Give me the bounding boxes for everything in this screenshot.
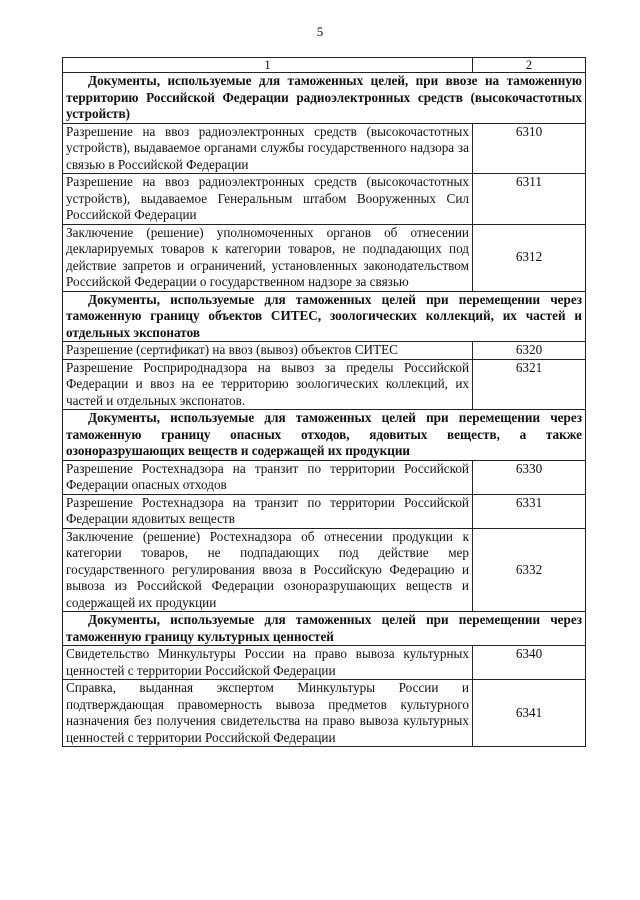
section-title: Документы, используемые для таможенных целей при перемещении через таможенную границу культурных ценностей: [63, 612, 586, 646]
table-row: [63, 680, 586, 747]
document-code: 6320: [473, 342, 586, 360]
table-row: [63, 174, 586, 225]
section-header-row: [63, 612, 586, 646]
customs-documents-table: [62, 57, 586, 747]
section-header-row: [63, 73, 586, 124]
document-description: Разрешение Росприроднадзора на вывоз за пределы Российской Федерации и ввоз на ее территорию зоологических коллекций, их частей и отдельных экспонатов.: [63, 359, 473, 410]
document-code: 6310: [473, 123, 586, 174]
section-title: Документы, используемые для таможенных целей при перемещении через таможенную границу опасных отходов, ядовитых веществ, а также озоноразрушающих веществ и содержащей их продукции: [63, 410, 586, 461]
section-header-row: [63, 410, 586, 461]
document-code: 6321: [473, 359, 586, 410]
document-description: Заключение (решение) Ростехнадзора об отнесении продукции к категории товаров, не подпадающих под действие мер государственного регулирования ввоза в Российскую Федерацию и вывоза из Российской Федерации озоноразрушающих веществ и содержащей их продукции: [63, 528, 473, 612]
table-row: [63, 359, 586, 410]
column-header-1: 1: [63, 58, 473, 73]
table-row: [63, 646, 586, 680]
section-title: Документы, используемые для таможенных целей при перемещении через таможенную границу объектов СИТЕС, зоологических коллекций, их частей и отдельных экспонатов: [63, 291, 586, 342]
document-code: 6311: [473, 174, 586, 225]
table-row: [63, 528, 586, 612]
document-code: 6330: [473, 460, 586, 494]
document-description: Свидетельство Минкультуры России на право вывоза культурных ценностей с территории Российской Федерации: [63, 646, 473, 680]
document-code: 6312: [473, 224, 586, 291]
document-description: Разрешение (сертификат) на ввоз (вывоз) объектов СИТЕС: [63, 342, 473, 360]
table-row: [63, 342, 586, 360]
page-number: 5: [316, 24, 324, 39]
document-description: Разрешение на ввоз радиоэлектронных средств (высокочастотных устройств), выдаваемое органами службы государственного надзора за связью в Российской Федерации: [63, 123, 473, 174]
section-header-row: [63, 291, 586, 342]
document-description: Разрешение на ввоз радиоэлектронных средств (высокочастотных устройств), выдаваемое Генеральным штабом Вооруженных Сил Российской Федерации: [63, 174, 473, 225]
document-description: Разрешение Ростехнадзора на транзит по территории Российской Федерации опасных отходов: [63, 460, 473, 494]
table-row: [63, 224, 586, 291]
table-row: [63, 460, 586, 494]
document-code: 6341: [473, 680, 586, 747]
document-description: Заключение (решение) уполномоченных органов об отнесении декларируемых товаров к категории товаров, не подпадающих под действие запретов и ограничений, установленных законодательством Российской Федерации о государственном надзоре за связью: [63, 224, 473, 291]
document-code: 6331: [473, 494, 586, 528]
section-title: Документы, используемые для таможенных целей, при ввозе на таможенную территорию Российской Федерации радиоэлектронных средств (высокочастотных устройств): [63, 73, 586, 124]
column-header-2: 2: [473, 58, 586, 73]
document-description: Справка, выданная экспертом Минкультуры России и подтверждающая правомерность вывоза предметов культурного назначения без получения свидетельства на право вывоза культурных ценностей с территории Российской Федерации: [63, 680, 473, 747]
table-row: [63, 494, 586, 528]
table-row: [63, 123, 586, 174]
column-header-row: [63, 58, 586, 73]
document-code: 6332: [473, 528, 586, 612]
document-description: Разрешение Ростехнадзора на транзит по территории Российской Федерации ядовитых веществ: [63, 494, 473, 528]
document-code: 6340: [473, 646, 586, 680]
